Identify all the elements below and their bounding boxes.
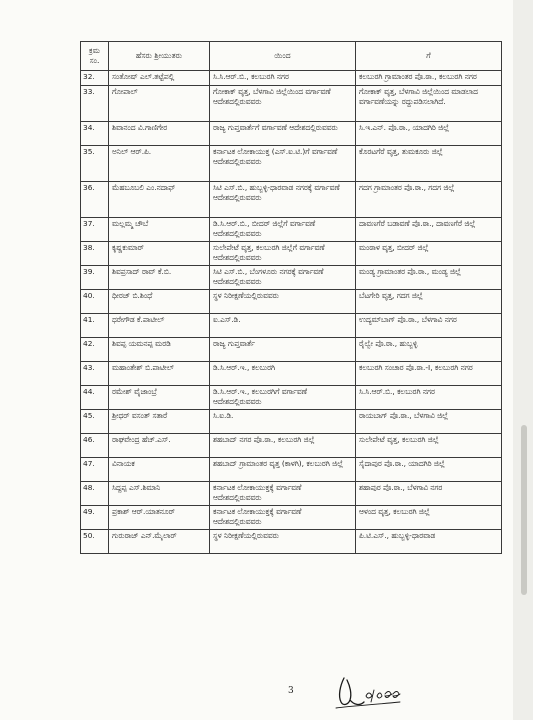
page-margin xyxy=(513,0,533,720)
header-from: ಯಿಂದ xyxy=(210,42,356,71)
row-name: ರಮೇಶ್ ವೈಜಾಂಬ್ರೆ xyxy=(109,386,210,410)
table-row xyxy=(81,146,502,182)
row-from: ಸ್ಥಳ ನಿರೀಕ್ಷಣೆಯಲ್ಲಿರುವವರು xyxy=(210,290,356,314)
row-to: ಉದ್ಯಮ್‌ಬಾಗ್ ಪೊ.ಠಾ., ಬೆಳಗಾವಿ ನಗರ xyxy=(356,314,502,338)
table-row xyxy=(81,506,502,530)
table-row xyxy=(81,266,502,290)
row-to: ಆಳಂದ ವೃತ್ತ, ಕಲಬುರಗಿ ಜಿಲ್ಲೆ xyxy=(356,506,502,530)
row-serial: 34. xyxy=(81,122,109,146)
row-from: ಡಿ.ಸಿ.ಆರ್.ಇ., ಕಲಬುರಗಿಗೆ ವರ್ಗಾವಣೆ ಆದೇಶದಲ್ಲಿರುವವರು xyxy=(210,386,356,410)
table-row xyxy=(81,410,502,434)
row-from: ರಾಜ್ಯ ಗುಪ್ತವಾರ್ತೆ xyxy=(210,338,356,362)
row-from: ಕರ್ನಾಟಕ ಲೋಕಾಯುಕ್ತಕ್ಕೆ ವರ್ಗಾವಣೆ ಆದೇಶದಲ್ಲಿರುವವರು xyxy=(210,482,356,506)
row-serial: 32. xyxy=(81,71,109,86)
table-row xyxy=(81,386,502,410)
row-serial: 38. xyxy=(81,242,109,266)
row-serial: 45. xyxy=(81,410,109,434)
row-from: ಡಿ.ಸಿ.ಆರ್.ಇ., ಕಲಬುರಗಿ xyxy=(210,362,356,386)
row-to: ಕಲಬುರಗಿ ಸಂಚಾರ ಪೊ.ಠಾ.-I, ಕಲಬುರಗಿ ನಗರ xyxy=(356,362,502,386)
table-row xyxy=(81,338,502,362)
scrollbar-thumb[interactable] xyxy=(521,425,527,595)
row-to: ಮಂಡ್ಯ ಗ್ರಾಮಾಂತರ ಪೊ.ಠಾ., ಮಂಡ್ಯ ಜಿಲ್ಲೆ xyxy=(356,266,502,290)
table-row xyxy=(81,362,502,386)
table-header-row xyxy=(81,42,502,71)
row-from: ಸಿಟಿ ಎಸ್.ಬಿ., ಬೆಂಗಳೂರು ನಗರಕ್ಕೆ ವರ್ಗಾವಣೆ ಆದೇಶದಲ್ಲಿರುವವರು xyxy=(210,266,356,290)
row-name: ಶಿವಪ್ರಸಾದ್ ರಾವ್ ಕೆ.ಬಿ. xyxy=(109,266,210,290)
row-to: ರೈಲ್ವೇ ಪೊ.ಠಾ., ಹುಬ್ಬಳ್ಳಿ xyxy=(356,338,502,362)
row-from: ಸಿಟಿ ಎಸ್.ಬಿ., ಹುಬ್ಬಳ್ಳಿ-ಧಾರವಾಡ ನಗರಕ್ಕೆ ವರ್ಗಾವಣೆ ಆದೇಶದಲ್ಲಿರುವವರು xyxy=(210,182,356,218)
table-row xyxy=(81,482,502,506)
row-serial: 39. xyxy=(81,266,109,290)
table-row xyxy=(81,290,502,314)
table-body xyxy=(81,71,502,554)
row-from: ಶಹಬಾದ್ ನಗರ ಪೊ.ಠಾ., ಕಲಬುರಗಿ ಜಿಲ್ಲೆ xyxy=(210,434,356,458)
row-serial: 48. xyxy=(81,482,109,506)
row-from: ಗೋಕಾಕ್ ವೃತ್ತ, ಬೆಳಗಾವಿ ಜಿಲ್ಲೆಯಿಂದ ವರ್ಗಾವಣೆ ಆದೇಶದಲ್ಲಿರುವವರು xyxy=(210,86,356,122)
row-serial: 42. xyxy=(81,338,109,362)
table-row xyxy=(81,182,502,218)
header-name: ಹೆಸರು ಶ್ರೀಯುತರು xyxy=(109,42,210,71)
row-to: ರಾಯಬಾಗ್ ಪೊ.ಠಾ., ಬೆಳಗಾವಿ ಜಿಲ್ಲೆ xyxy=(356,410,502,434)
row-from: ಸಿ.ಐ.ಡಿ. xyxy=(210,410,356,434)
row-from: ರಾಜ್ಯ ಗುಪ್ತವಾರ್ತೆಗೆ ವರ್ಗಾವಣೆ ಆದೇಶದಲ್ಲಿರುವವರು xyxy=(210,122,356,146)
row-from: ಶಹಬಾದ್ ಗ್ರಾಮಾಂತರ ವೃತ್ತ (ಕಾಳಗಿ), ಕಲಬುರಗಿ ಜಿಲ್ಲೆ xyxy=(210,458,356,482)
table-row xyxy=(81,218,502,242)
row-to: ಕೊರಟಗೆರೆ ವೃತ್ತ, ತುಮಕೂರು ಜಿಲ್ಲೆ xyxy=(356,146,502,182)
table-row xyxy=(81,434,502,458)
row-name: ರಾಘವೇಂದ್ರ ಹೆಚ್.ಎಸ್. xyxy=(109,434,210,458)
row-from: ಕರ್ನಾಟಕ ಲೋಕಾಯುಕ್ತಕ್ಕೆ ವರ್ಗಾವಣೆ ಆದೇಶದಲ್ಲಿರುವವರು xyxy=(210,506,356,530)
row-name: ಗುರುರಾಜ್ ಎನ್.ಮೈಲಾರ್ xyxy=(109,530,210,554)
row-name: ಧೀರಜ್ ಬಿ.ಶಿಂಧೆ xyxy=(109,290,210,314)
table-row xyxy=(81,530,502,554)
row-serial: 46. xyxy=(81,434,109,458)
table-row xyxy=(81,86,502,122)
row-from: ಸುಲೇಪೇಟೆ ವೃತ್ತ, ಕಲಬುರಗಿ ಜಿಲ್ಲೆಗೆ ವರ್ಗಾವಣೆ ಆದೇಶದಲ್ಲಿರುವವರು xyxy=(210,242,356,266)
row-to: ಸಿ.ಸಿ.ಆರ್.ಬಿ., ಕಲಬುರಗಿ ನಗರ xyxy=(356,386,502,410)
transfer-table xyxy=(80,41,502,554)
table-row xyxy=(81,71,502,86)
row-from: ಸಿ.ಸಿ.ಆರ್.ಬಿ., ಕಲಬುರಗಿ ನಗರ xyxy=(210,71,356,86)
row-to: ಗದಗ ಗ್ರಾಮಾಂತರ ಪೊ.ಠಾ., ಗದಗ ಜಿಲ್ಲೆ xyxy=(356,182,502,218)
row-to: ಕಲಬುರಗಿ ಗ್ರಾಮಾಂತರ ಪೊ.ಠಾ., ಕಲಬುರಗಿ ನಗರ xyxy=(356,71,502,86)
page-number: 3 xyxy=(288,686,294,696)
row-from: ಕರ್ನಾಟಕ ಲೋಕಾಯುಕ್ತ (ಎಸ್.ಐ.ಟಿ.)ಗೆ ವರ್ಗಾವಣೆ ಆದೇಶದಲ್ಲಿರುವವರು xyxy=(210,146,356,182)
row-serial: 35. xyxy=(81,146,109,182)
row-name: ಸಂತೋಷ್ ಎಲ್.ತಟ್ಟೆಪಲ್ಲಿ xyxy=(109,71,210,86)
row-name: ಮಹಾಂತೇಶ್ ಬಿ.ಪಾಟೀಲ್ xyxy=(109,362,210,386)
row-serial: 36. xyxy=(81,182,109,218)
row-serial: 43. xyxy=(81,362,109,386)
row-name: ಪ್ರಕಾಶ್ ಆರ್.ಯಾತನೂರ್ xyxy=(109,506,210,530)
row-name: ಅನಿಲ್ ಆರ್.ಪಿ. xyxy=(109,146,210,182)
row-from: ಸ್ಥಳ ನಿರೀಕ್ಷಣೆಯಲ್ಲಿರುವವರು xyxy=(210,530,356,554)
row-serial: 40. xyxy=(81,290,109,314)
row-to: ಸುಲೇಪೇಟೆ ವೃತ್ತ, ಕಲಬುರಗಿ ಜಿಲ್ಲೆ xyxy=(356,434,502,458)
table-row xyxy=(81,242,502,266)
signature xyxy=(330,672,420,712)
row-name: ಸಿದ್ದಪ್ಪ ಎಸ್.ಶಿಮಾನಿ xyxy=(109,482,210,506)
header-to: ಗೆ xyxy=(356,42,502,71)
row-name: ಕೃಷ್ಣಕುಮಾರ್ xyxy=(109,242,210,266)
row-serial: 33. xyxy=(81,86,109,122)
row-name: ಮಲ್ಲಮ್ಮ ಚೌಬೆ xyxy=(109,218,210,242)
row-name: ಧರೇಗೌಡ ಕೆ.ಪಾಟೀಲ್ xyxy=(109,314,210,338)
row-to: ಬೆಟಗೇರಿ ವೃತ್ತ, ಗದಗ ಜಿಲ್ಲೆ xyxy=(356,290,502,314)
row-to: ದಾವಣಗೆರೆ ಬಡಾವಣೆ ಪೊ.ಠಾ., ದಾವಣಗೆರೆ ಜಿಲ್ಲೆ xyxy=(356,218,502,242)
row-from: ಡಿ.ಸಿ.ಆರ್.ಬಿ., ಬೀದರ್ ಜಿಲ್ಲೆಗೆ ವರ್ಗಾವಣೆ ಆದೇಶದಲ್ಲಿರುವವರು xyxy=(210,218,356,242)
row-serial: 41. xyxy=(81,314,109,338)
row-name: ಶಿವಾನಂದ ವಿ.ಗಾಣಿಗೇರ xyxy=(109,122,210,146)
header-serial: ಕ್ರಮ ಸಂ. xyxy=(81,42,109,71)
row-serial: 44. xyxy=(81,386,109,410)
row-name: ಶಿವಪ್ಪ ಯಮನಪ್ಪ ಮರಡಿ xyxy=(109,338,210,362)
row-serial: 37. xyxy=(81,218,109,242)
row-to: ಸಿ.ಇ.ಎನ್. ಪೊ.ಠಾ., ಯಾದಗಿರಿ ಜಿಲ್ಲೆ xyxy=(356,122,502,146)
row-name: ಮೆಹಬೂಬಲಿ ಎಂ.ನದಾಫ್ xyxy=(109,182,210,218)
row-to: ಮಂಠಾಳ ವೃತ್ತ, ಬೀದರ್ ಜಿಲ್ಲೆ xyxy=(356,242,502,266)
row-to: ಗೋಕಾಕ್ ವೃತ್ತ, ಬೆಳಗಾವಿ ಜಿಲ್ಲೆಯಿಂದ ಮಾಡಲಾದ ವರ್ಗಾವಣೆಯನ್ನು ರದ್ದುಪಡಿಸಲಾಗಿದೆ. xyxy=(356,86,502,122)
row-to: ಸೈದಾಪುರ ಪೊ.ಠಾ., ಯಾದಗಿರಿ ಜಿಲ್ಲೆ xyxy=(356,458,502,482)
table-row xyxy=(81,122,502,146)
row-serial: 50. xyxy=(81,530,109,554)
row-name: ಶ್ರೀಧರ್ ವಸಂತ್ ಸತಾರೆ xyxy=(109,410,210,434)
row-name: ಗೋಪಾಲ್ xyxy=(109,86,210,122)
row-name: ವಿನಾಯಕ xyxy=(109,458,210,482)
table-row xyxy=(81,458,502,482)
table-row xyxy=(81,314,502,338)
row-serial: 49. xyxy=(81,506,109,530)
row-to: ಶಹಾಪುರ ಪೊ.ಠಾ., ಬೆಳಗಾವಿ ನಗರ xyxy=(356,482,502,506)
row-from: ಐ.ಎಸ್.ಡಿ. xyxy=(210,314,356,338)
row-serial: 47. xyxy=(81,458,109,482)
row-to: ಪಿ.ಟಿ.ಎಸ್., ಹುಬ್ಬಳ್ಳಿ-ಧಾರವಾಡ xyxy=(356,530,502,554)
